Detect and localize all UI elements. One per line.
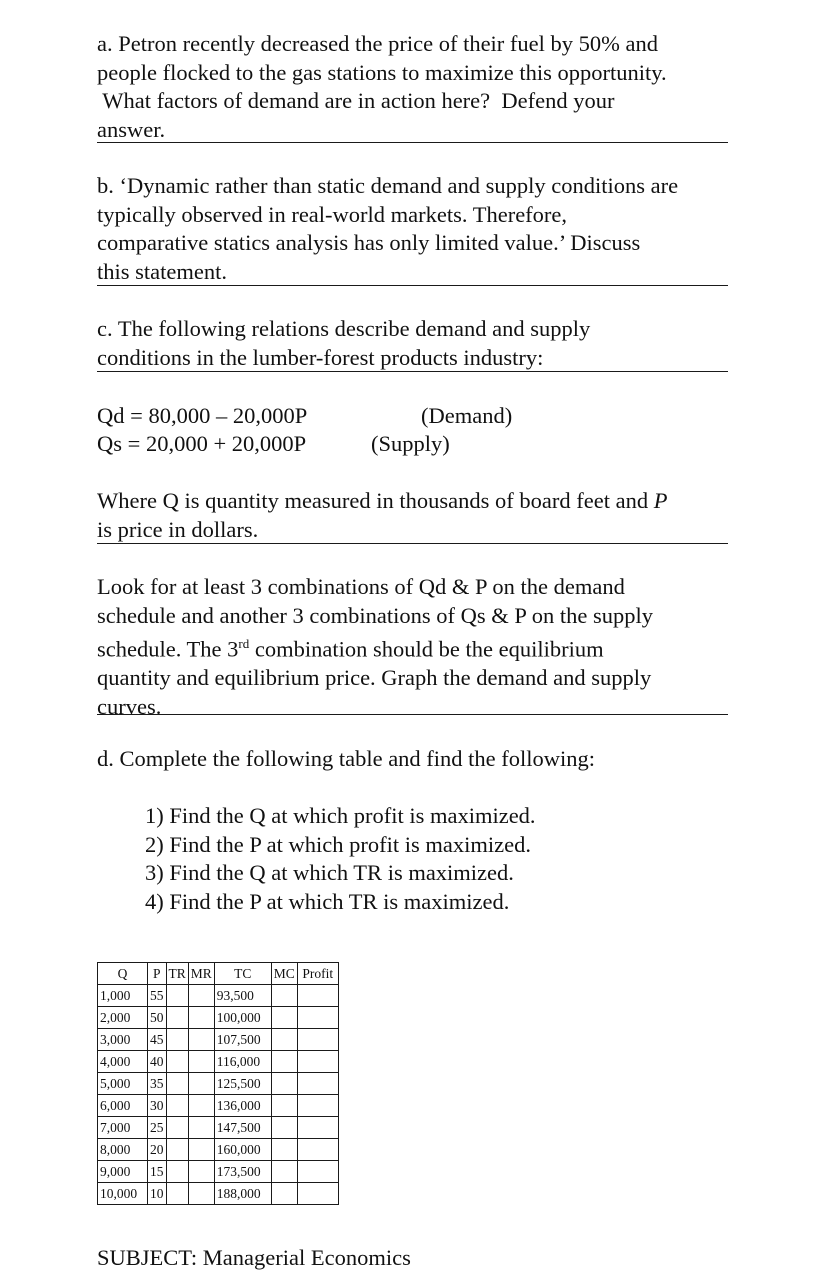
instruction-text: combination should be the equilibrium [249,636,604,662]
cell-profit [297,1117,338,1139]
cell-tc: 93,500 [214,985,271,1007]
cell-q: 7,000 [98,1117,148,1139]
cell-q: 1,000 [98,985,148,1007]
list-item: 3) Find the Q at which TR is maximized. [145,860,514,885]
cell-tc: 107,500 [214,1029,271,1051]
cell-p: 15 [148,1161,167,1183]
cell-mc [271,1161,297,1183]
cell-mc [271,1051,297,1073]
cell-q: 3,000 [98,1029,148,1051]
cell-mr [188,1183,214,1205]
cell-p: 10 [148,1183,167,1205]
cell-tr [166,1073,188,1095]
cell-tc: 136,000 [214,1095,271,1117]
cell-profit [297,1183,338,1205]
question-b-line: this statement. [97,258,227,284]
cell-mc [271,1007,297,1029]
supply-label: (Supply) [371,431,450,456]
cell-q: 6,000 [98,1095,148,1117]
revenue-cost-table [97,962,339,1205]
table-row [98,1073,339,1095]
cell-mr [188,1117,214,1139]
instruction-line: quantity and equilibrium price. Graph the demand and supply [97,665,652,690]
instruction-text: schedule. The 3 [97,636,239,662]
cell-tc: 173,500 [214,1161,271,1183]
header-tc: TC [214,963,271,985]
question-a [97,30,728,144]
question-b-line: comparative statics analysis has only limited value.’ Discuss [97,230,641,255]
table-header-row [98,963,339,985]
cell-tr [166,1007,188,1029]
demand-equation: Qd = 80,000 – 20,000P [97,403,308,428]
question-a-line: a. Petron recently decreased the price of their fuel by 50% and [97,31,659,56]
cell-tr [166,985,188,1007]
question-c [97,315,728,372]
list-item: 2) Find the P at which profit is maximized. [145,831,531,857]
question-d-list [145,802,536,916]
cell-p: 45 [148,1029,167,1051]
cell-profit [297,1161,338,1183]
cell-p: 50 [148,1007,167,1029]
cell-p: 55 [148,985,167,1007]
header-profit: Profit [297,963,338,985]
instruction-line: schedule and another 3 combinations of Qs & P on the supply [97,602,653,628]
cell-profit [297,1051,338,1073]
cell-q: 9,000 [98,1161,148,1183]
price-variable: P [653,488,668,513]
schedule-instruction [97,573,728,721]
table-row [98,1161,339,1183]
cell-p: 35 [148,1073,167,1095]
cell-mr [188,1029,214,1051]
table-row [98,1051,339,1073]
question-b-line: b. ‘Dynamic rather than static demand and supply conditions are [97,173,679,198]
instruction-line [97,630,728,664]
demand-label: (Demand) [421,403,513,428]
cell-q: 10,000 [98,1183,148,1205]
answer-line-b [97,285,728,286]
cell-mc [271,1095,297,1117]
header-mc: MC [271,963,297,985]
cell-mc [271,985,297,1007]
cell-mr [188,1095,214,1117]
table-row [98,1139,339,1161]
instruction-line: Look for at least 3 combinations of Qd & P on the demand [97,574,625,599]
cell-tc: 188,000 [214,1183,271,1205]
question-b-line: typically observed in real-world markets. Therefore, [97,201,568,227]
cell-tr [166,1139,188,1161]
answer-line-c1 [97,371,728,372]
cell-tc: 125,500 [214,1073,271,1095]
header-mr: MR [188,963,214,985]
question-a-line: answer. [97,116,166,142]
table-row [98,1095,339,1117]
table-row [98,1183,339,1205]
cell-q: 2,000 [98,1007,148,1029]
cell-mc [271,1117,297,1139]
cell-tc: 116,000 [214,1051,271,1073]
answer-line-c3 [97,714,728,715]
cell-profit [297,1095,338,1117]
cell-profit [297,1007,338,1029]
variable-definition-line [97,487,728,516]
cell-tr [166,1051,188,1073]
header-p: P [148,963,167,985]
cell-tr [166,1183,188,1205]
cell-p: 30 [148,1095,167,1117]
cell-q: 8,000 [98,1139,148,1161]
cell-tr [166,1117,188,1139]
table-row [98,1117,339,1139]
cell-mr [188,1051,214,1073]
cell-mc [271,1139,297,1161]
cell-p: 40 [148,1051,167,1073]
list-item: 1) Find the Q at which profit is maximized. [145,803,536,828]
cell-tr [166,1029,188,1051]
cell-profit [297,985,338,1007]
list-item: 4) Find the P at which TR is maximized. [145,888,510,914]
cell-tc: 147,500 [214,1117,271,1139]
cell-mr [188,1007,214,1029]
cell-mr [188,985,214,1007]
cell-tc: 100,000 [214,1007,271,1029]
cell-mr [188,1139,214,1161]
variable-definition [97,487,728,544]
cell-profit [297,1139,338,1161]
cell-mr [188,1073,214,1095]
cell-mc [271,1183,297,1205]
cell-profit [297,1029,338,1051]
table-row [98,985,339,1007]
question-c-line: conditions in the lumber-forest products industry: [97,344,544,370]
header-tr: TR [166,963,188,985]
cell-profit [297,1073,338,1095]
subject-label: SUBJECT: Managerial Economics [97,1245,411,1270]
answer-line-c2 [97,543,728,544]
cell-mr [188,1161,214,1183]
cell-q: 5,000 [98,1073,148,1095]
question-b [97,172,728,286]
question-a-line: What factors of demand are in action here? Defend your [97,88,615,113]
cell-q: 4,000 [98,1051,148,1073]
variable-definition-line: is price in dollars. [97,516,259,542]
instruction-line: curves. [97,693,162,719]
table-row [98,1029,339,1051]
cell-p: 20 [148,1139,167,1161]
variable-definition-text: Where Q is quantity measured in thousands of board feet and [97,488,654,513]
cell-mc [271,1029,297,1051]
table-row [98,1007,339,1029]
cell-p: 25 [148,1117,167,1139]
ordinal-suffix: rd [238,636,250,651]
question-a-line: people flocked to the gas stations to maximize this opportunity. [97,59,667,85]
answer-line-a [97,142,728,143]
cell-mc [271,1073,297,1095]
question-d-heading: d. Complete the following table and find the following: [97,746,596,771]
question-c-line: c. The following relations describe demand and supply [97,316,591,341]
cell-tr [166,1095,188,1117]
header-q: Q [98,963,148,985]
supply-equation: Qs = 20,000 + 20,000P [97,431,307,456]
cell-tr [166,1161,188,1183]
cell-tc: 160,000 [214,1139,271,1161]
